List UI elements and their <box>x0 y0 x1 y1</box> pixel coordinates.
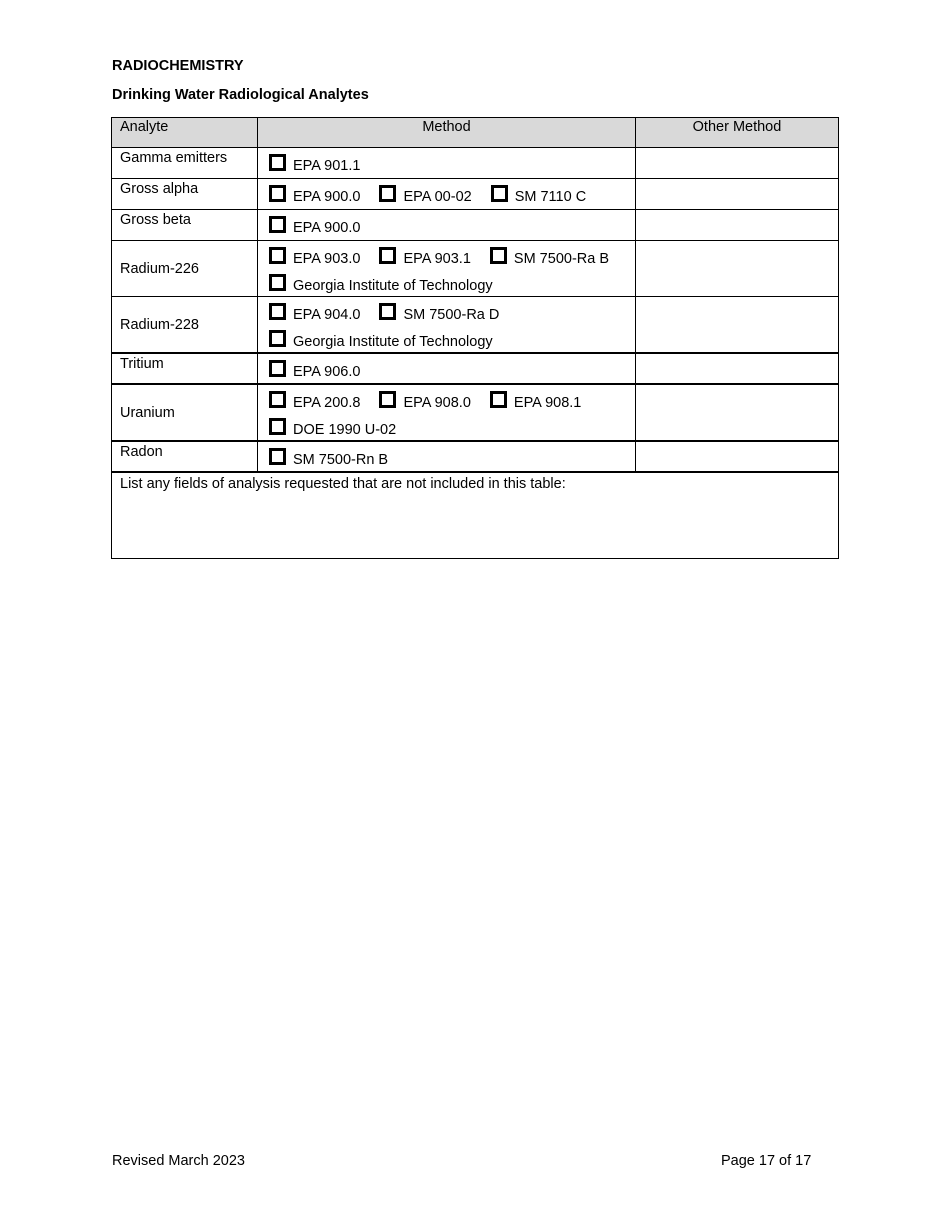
method-option[interactable]: EPA 900.0 <box>269 216 360 238</box>
method-option[interactable]: Georgia Institute of Technology <box>269 330 493 352</box>
method-cell <box>258 179 636 210</box>
table-row <box>112 384 839 441</box>
checkbox-icon[interactable] <box>269 303 286 320</box>
page-number: Page 17 of 17 <box>721 1153 812 1169</box>
checkbox-icon[interactable] <box>269 274 286 291</box>
other-method-cell[interactable] <box>636 148 839 179</box>
header-other-method: Other Method <box>636 118 839 148</box>
section-title: RADIOCHEMISTRY <box>112 58 244 74</box>
table-row <box>112 179 839 210</box>
table-row <box>112 353 839 384</box>
analyte-cell: Gross beta <box>112 210 258 241</box>
method-option[interactable]: EPA 908.1 <box>490 391 581 413</box>
checkbox-icon[interactable] <box>491 185 508 202</box>
checkbox-icon[interactable] <box>269 185 286 202</box>
method-cell <box>258 353 636 384</box>
table-row <box>112 241 839 297</box>
other-method-cell[interactable] <box>636 353 839 384</box>
notes-field[interactable] <box>112 472 839 559</box>
checkbox-icon[interactable] <box>379 247 396 264</box>
method-option[interactable]: EPA 903.0 <box>269 247 360 269</box>
method-option[interactable]: SM 7500-Ra B <box>490 247 609 269</box>
other-method-cell[interactable] <box>636 384 839 441</box>
other-method-cell[interactable] <box>636 210 839 241</box>
checkbox-icon[interactable] <box>490 391 507 408</box>
table-header-row <box>112 118 839 148</box>
revision-date: Revised March 2023 <box>112 1153 245 1169</box>
analyte-cell: Tritium <box>112 353 258 384</box>
checkbox-icon[interactable] <box>269 247 286 264</box>
table-row <box>112 210 839 241</box>
analyte-cell: Gross alpha <box>112 179 258 210</box>
method-option[interactable]: EPA 906.0 <box>269 360 360 382</box>
checkbox-icon[interactable] <box>269 330 286 347</box>
method-cell <box>258 297 636 354</box>
checkbox-icon[interactable] <box>269 360 286 377</box>
other-method-cell[interactable] <box>636 241 839 297</box>
table-row <box>112 441 839 472</box>
other-method-cell[interactable] <box>636 297 839 354</box>
table-row <box>112 297 839 354</box>
notes-label: List any fields of analysis requested that are not included in this table: <box>120 476 566 492</box>
notes-row <box>112 472 839 559</box>
method-option[interactable]: EPA 903.1 <box>379 247 470 269</box>
method-option[interactable]: EPA 900.0 <box>269 185 360 207</box>
other-method-cell[interactable] <box>636 179 839 210</box>
analyte-cell: Uranium <box>112 384 258 441</box>
method-cell <box>258 210 636 241</box>
checkbox-icon[interactable] <box>269 154 286 171</box>
method-option[interactable]: SM 7110 C <box>491 185 586 207</box>
analyte-cell: Radium-228 <box>112 297 258 354</box>
header-analyte: Analyte <box>112 118 258 148</box>
method-option[interactable]: SM 7500-Rn B <box>269 448 388 470</box>
analytes-table <box>111 117 839 559</box>
method-option[interactable]: EPA 904.0 <box>269 303 360 325</box>
method-cell <box>258 384 636 441</box>
header-method: Method <box>258 118 636 148</box>
method-option[interactable]: EPA 00-02 <box>379 185 471 207</box>
checkbox-icon[interactable] <box>379 303 396 320</box>
checkbox-icon[interactable] <box>269 448 286 465</box>
method-option[interactable]: DOE 1990 U-02 <box>269 418 396 440</box>
method-cell <box>258 241 636 297</box>
method-option[interactable]: SM 7500-Ra D <box>379 303 499 325</box>
other-method-cell[interactable] <box>636 441 839 472</box>
checkbox-icon[interactable] <box>269 418 286 435</box>
checkbox-icon[interactable] <box>269 216 286 233</box>
method-option[interactable]: EPA 200.8 <box>269 391 360 413</box>
checkbox-icon[interactable] <box>490 247 507 264</box>
method-option[interactable]: Georgia Institute of Technology <box>269 274 493 296</box>
method-option[interactable]: EPA 901.1 <box>269 154 360 176</box>
method-cell <box>258 441 636 472</box>
table-title: Drinking Water Radiological Analytes <box>112 87 369 103</box>
analyte-cell: Radon <box>112 441 258 472</box>
analyte-cell: Gamma emitters <box>112 148 258 179</box>
method-cell <box>258 148 636 179</box>
table-row <box>112 148 839 179</box>
checkbox-icon[interactable] <box>379 185 396 202</box>
checkbox-icon[interactable] <box>269 391 286 408</box>
checkbox-icon[interactable] <box>379 391 396 408</box>
analyte-cell: Radium-226 <box>112 241 258 297</box>
method-option[interactable]: EPA 908.0 <box>379 391 470 413</box>
